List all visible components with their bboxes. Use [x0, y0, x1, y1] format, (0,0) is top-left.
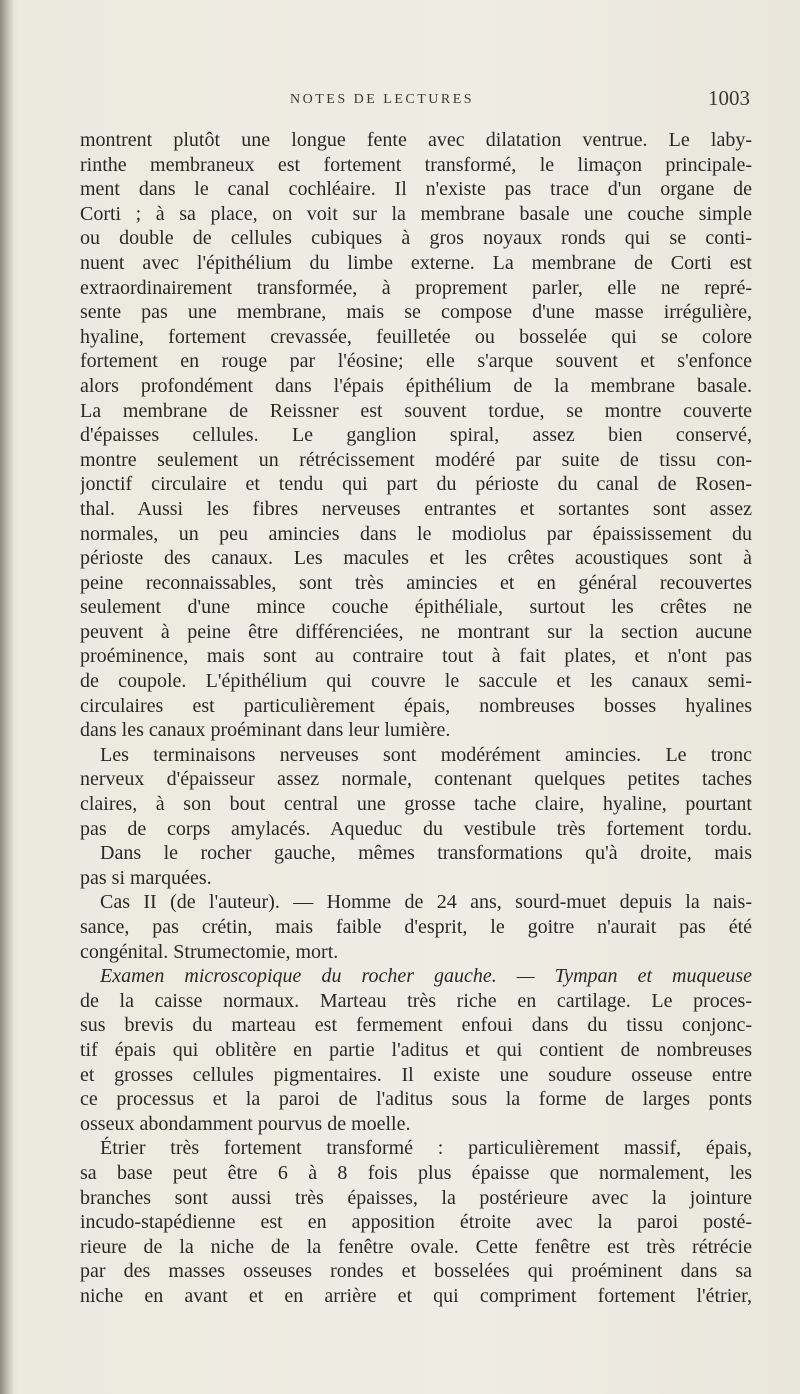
text-line: incudo-stapédienne est en apposition étroite avec la paroi posté- — [80, 1211, 752, 1234]
text-line: périoste des canaux. Les macules et les crêtes acoustiques sont à — [80, 547, 752, 570]
text-line: Cas II (de l'auteur). — Homme de 24 ans, sourd-muet depuis la nais- — [100, 891, 752, 914]
text-line: niche en avant et en arrière et qui compriment fortement l'étrier, — [80, 1284, 752, 1307]
text-line: proéminence, mais sont au contraire tout à fait plates, et n'ont pas — [80, 645, 752, 668]
text-line: sance, pas crétin, mais faible d'esprit, le goitre n'aurait pas été — [80, 916, 752, 938]
page-header — [70, 86, 750, 114]
text-line: Corti ; à sa place, on voit sur la membrane basale une couche simple — [80, 202, 752, 225]
text-line: claires, à son bout central une grosse tache claire, hyaline, pourtant — [80, 793, 752, 816]
text-line: sente pas une membrane, mais se compose d'une masse irrégulière, — [80, 301, 752, 324]
text-line: montre seulement un rétrécissement modéré par suite de tissu con- — [80, 448, 752, 471]
text-line: nuent avec l'épithélium du limbe externe. La membrane de Corti est — [80, 251, 752, 274]
text-line: Étrier très fortement transformé : particulièrement massif, épais, — [100, 1137, 752, 1160]
text-line: Dans le rocher gauche, mêmes transformations qu'à droite, mais — [100, 842, 752, 865]
body-text — [80, 128, 752, 1309]
text-line: normales, un peu amincies dans le modiolus par épaississement du — [80, 522, 752, 545]
text-line: ment dans le canal cochléaire. Il n'existe pas trace d'un organe de — [80, 178, 752, 201]
text-line: de coupole. L'épithélium qui couvre le saccule et les canaux semi- — [80, 670, 752, 693]
text-line: peuvent à peine être différenciées, ne montrant sur la section aucune — [80, 620, 752, 643]
text-line: La membrane de Reissner est souvent tordue, se montre couverte — [80, 399, 752, 422]
text-line: tif épais qui oblitère en partie l'aditus et qui contient de nombreuses — [80, 1038, 752, 1061]
text-line: de la caisse normaux. Marteau très riche en cartilage. Le proces- — [80, 989, 752, 1012]
text-line: rieure de la niche de la fenêtre ovale. Cette fenêtre est très rétrécie — [80, 1235, 752, 1258]
text-line: hyaline, fortement crevassée, feuilletée ou bosselée qui se colore — [80, 325, 752, 348]
text-line: congénital. Strumectomie, mort. — [80, 940, 339, 963]
text-line: sus brevis du marteau est fermement enfoui dans du tissu conjonc- — [80, 1014, 752, 1037]
text-line: jonctif circulaire et tendu qui part du périoste du canal de Rosen- — [80, 473, 752, 496]
page-gutter-shadow — [0, 0, 14, 1394]
text-line: pas de corps amylacés. Aqueduc du vestibule très fortement tordu. — [80, 817, 752, 840]
text-line: dans les canaux proéminant dans leur lumière. — [80, 719, 451, 742]
text-line: Examen microscopique du rocher gauche. — Tympan et muqueuse — [100, 965, 752, 988]
text-line: seulement d'une mince couche épithéliale, surtout les crêtes ne — [80, 596, 752, 619]
text-line: thal. Aussi les fibres nerveuses entrantes et sortantes sont assez — [80, 497, 752, 520]
text-line: nerveux d'épaisseur assez normale, contenant quelques petites taches — [80, 768, 752, 791]
text-line: circulaires est particulièrement épais, nombreuses bosses hyalines — [80, 694, 752, 717]
text-line: pas si marquées. — [80, 866, 212, 889]
text-line: ou double de cellules cubiques à gros noyaux ronds qui se conti- — [80, 227, 752, 250]
text-line: par des masses osseuses rondes et bosselées qui proéminent dans sa — [80, 1260, 752, 1283]
text-line: fortement en rouge par l'éosine; elle s'arque souvent et s'enfonce — [80, 350, 752, 373]
text-line: ce processus et la paroi de l'aditus sous la forme de larges ponts — [80, 1088, 752, 1111]
text-line: alors profondément dans l'épais épithélium de la membrane basale. — [80, 374, 752, 397]
page-number: 1003 — [708, 86, 750, 110]
text-line: extraordinairement transformée, à proprement parler, elle ne repré- — [80, 276, 752, 299]
text-line: Les terminaisons nerveuses sont modérément amincies. Le tronc — [100, 743, 752, 766]
text-line: montrent plutôt une longue fente avec dilatation ventrue. Le laby- — [80, 129, 752, 151]
text-line: d'épaisses cellules. Le ganglion spiral, assez bien conservé, — [80, 424, 752, 447]
text-line: et grosses cellules pigmentaires. Il existe une soudure osseuse entre — [80, 1063, 752, 1086]
text-line: osseux abondamment pourvus de moelle. — [80, 1112, 411, 1135]
text-line: rinthe membraneux est fortement transformé, le limaçon principale- — [80, 153, 752, 176]
text-line: peine reconnaissables, sont très amincies et en général recouvertes — [80, 571, 752, 594]
text-line: sa base peut être 6 à 8 fois plus épaisse que normalement, les — [80, 1161, 752, 1184]
text-line: branches sont aussi très épaisses, la postérieure avec la jointure — [80, 1186, 752, 1209]
running-head: NOTES DE LECTURES — [290, 92, 475, 107]
